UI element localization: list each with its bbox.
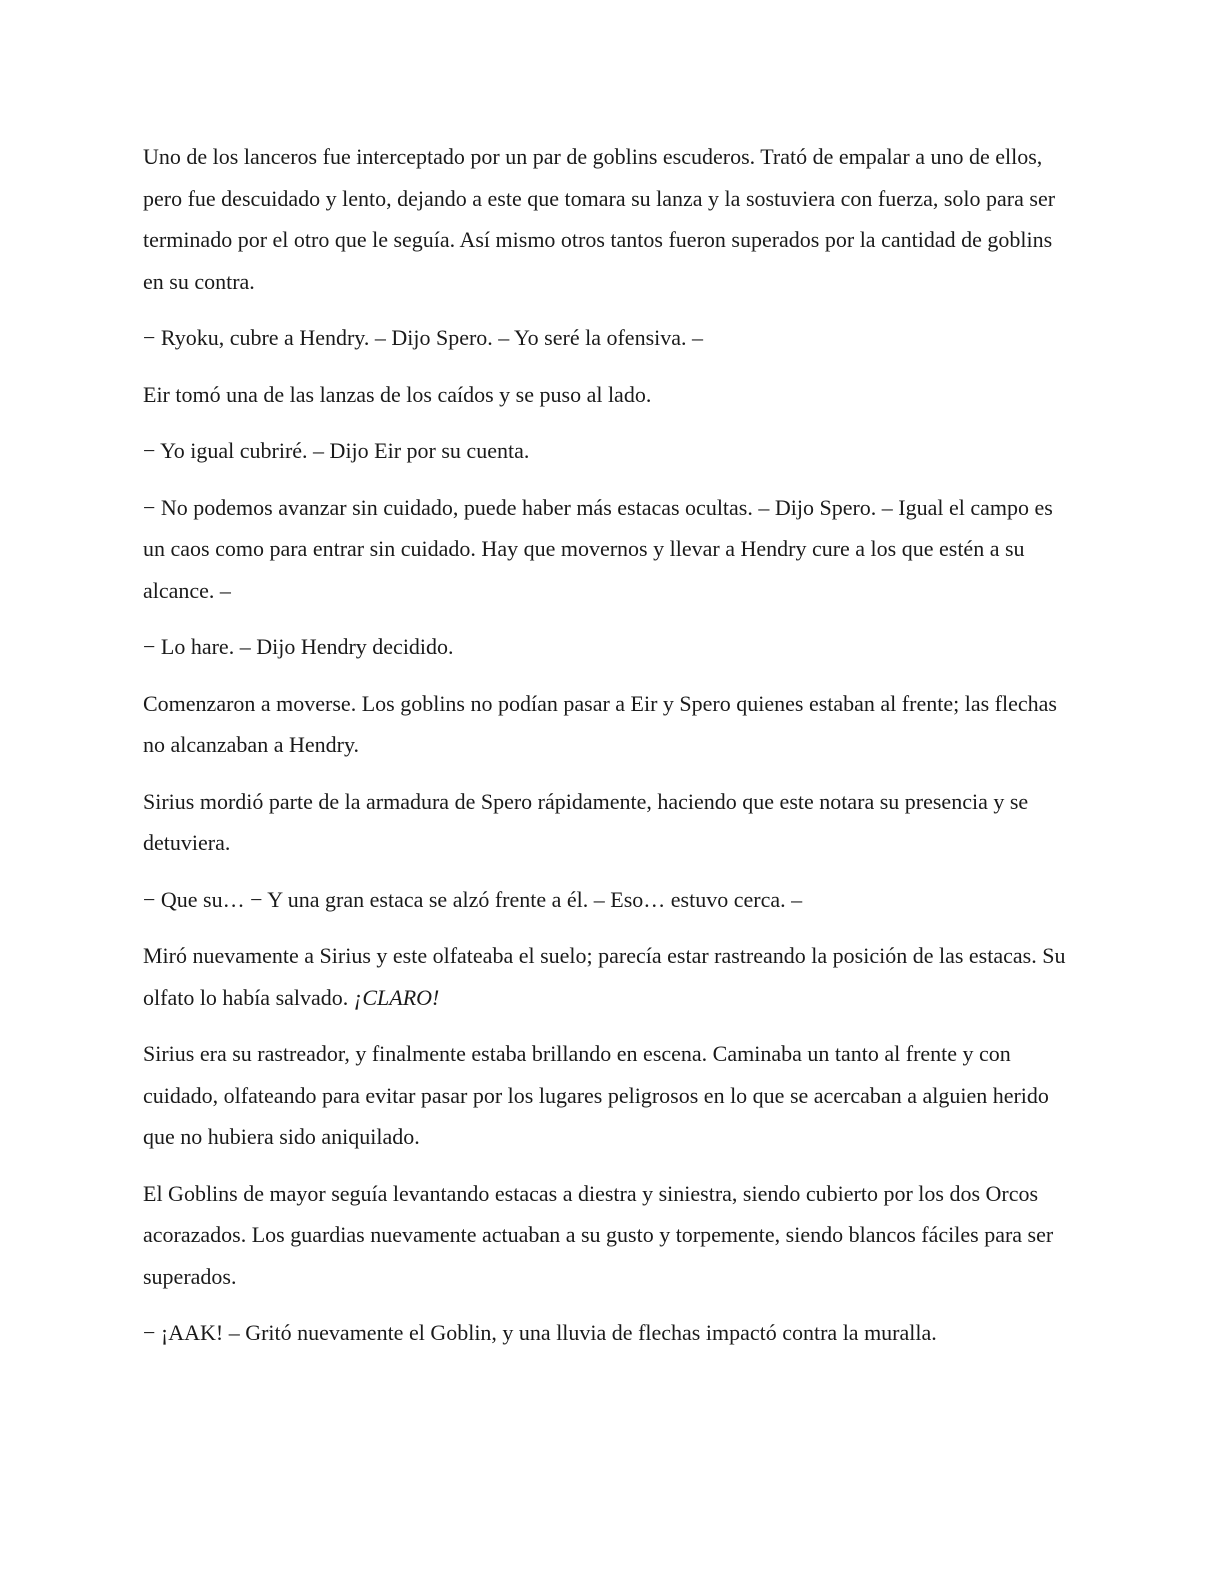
paragraph-2: − Ryoku, cubre a Hendry. – Dijo Spero. – Yo seré la ofensiva. – [143,325,704,350]
paragraph-9: − Que su… − Y una gran estaca se alzó frente a él. – Eso… estuvo cerca. – [143,886,803,912]
paragraph-8: Sirius mordió parte de la armadura de Spero rápidamente, haciendo que este notara su presencia y se detuviera. [143,788,1029,855]
paragraph-10 [143,935,1068,1018]
paragraph-11: Sirius era su rastreador, y finalmente estaba brillando en escena. Caminaba un tanto al frente y con cuidado, olfateando para evitar pasar por los lugares peligrosos en lo que se acercaban a alguien herido que no hubiera sido aniquilado. [143,1041,1049,1149]
paragraph-7: Comenzaron a moverse. Los goblins no podían pasar a Eir y Spero quienes estaban al frente; las flechas no alcanzaban a Hendry. [143,690,1057,757]
document-page [143,136,1068,1369]
paragraph-10-italic: ¡CLARO! [353,984,440,1010]
paragraph-6: − Lo hare. – Dijo Hendry decidido. [143,634,454,659]
paragraph-3: Eir tomó una de las lanzas de los caídos y se puso al lado. [143,381,652,407]
paragraph-13: − ¡AAK! – Gritó nuevamente el Goblin, y una lluvia de flechas impactó contra la muralla. [143,1320,937,1345]
paragraph-10-text: Miró nuevamente a Sirius y este olfateaba el suelo; parecía estar rastreando la posición de las estacas. Su olfato lo había salvado. [143,943,1066,1010]
paragraph-4: − Yo igual cubriré. – Dijo Eir por su cuenta. [143,438,530,463]
paragraph-5: − No podemos avanzar sin cuidado, puede haber más estacas ocultas. – Dijo Spero. – Igual el campo es un caos como para entrar sin cuidado. Hay que movernos y llevar a Hendry cure a los que estén a su alcance. – [143,494,1053,603]
paragraph-12: El Goblins de mayor seguía levantando estacas a diestra y siniestra, siendo cubierto por los dos Orcos acorazados. Los guardias nuevamente actuaban a su gusto y torpemente, siendo blancos fáciles para ser superados. [143,1180,1054,1289]
paragraph-1: Uno de los lanceros fue interceptado por un par de goblins escuderos. Trató de empalar a uno de ellos, pero fue descuidado y lento, dejando a este que tomara su lanza y la sostuviera con fuerza, solo para ser terminado por el otro que le seguía. Así mismo otros tantos fueron superados por la cantidad de goblins en su contra. [143,144,1056,294]
